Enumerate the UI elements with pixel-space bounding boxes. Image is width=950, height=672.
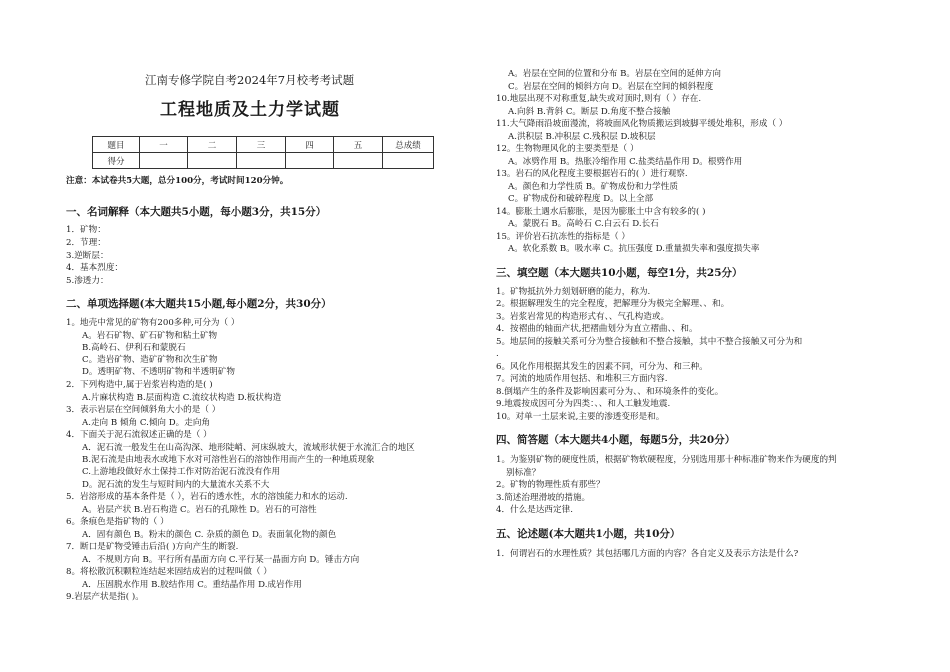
question-line: 4．什么是达西定律. — [496, 505, 573, 515]
question-line: C。岩层在空间的倾斜方向 D。岩层在空间的倾斜程度 — [508, 82, 714, 92]
question-line: 10.地层出现不对称重复,缺失或对顶时,则有（ ）存在. — [496, 94, 702, 104]
question-line: . — [496, 349, 499, 359]
question-line: 6。风化作用根据其发生的因素不同，可分为、和三种。 — [496, 362, 708, 372]
section-heading: 一、名词解释（本大题共5小题，每小题3分，共15分） — [66, 206, 327, 218]
section-heading: 二、单项选择题(本大题共15小题,每小题2分，共30分） — [66, 298, 332, 310]
question-line: 7．断口是矿物受锤击后沿( )方向产生的断裂. — [66, 542, 239, 552]
question-line: 9.岩层产状是指( )。 — [66, 592, 144, 602]
question-line: 3。岩浆岩常见的构造形式有、、气孔构造或。 — [496, 312, 670, 322]
score-table-header-row — [93, 137, 434, 153]
score-cell: 五 — [334, 137, 383, 153]
question-line: 7。河流的地质作用包括、和堆积三方面内容. — [496, 374, 668, 384]
question-line: A。颜色和力学性质 B。矿物成份和力学性质 — [508, 182, 678, 192]
question-line: 8。将松散沉积颗粒连结起来固结成岩的过程叫做（ ） — [66, 567, 272, 577]
question-line: A．固有颜色 B。粉末的颜色 C. 杂质的颜色 D。表面氧化物的颜色 — [82, 530, 337, 540]
exam-note: 注意：本试卷共5大题，总分100分，考试时间120分钟。 — [66, 176, 289, 186]
question-line: 6。条痕色是指矿物的（ ） — [66, 517, 169, 527]
section-heading: 五、论述题(本大题共1小题，共10分） — [496, 528, 681, 540]
question-line: 2。根据解理发生的完全程度，把解理分为极完全解理、、和。 — [496, 299, 730, 309]
section-heading: 四、简答题（本大题共4小题，每题5分，共20分） — [496, 434, 736, 446]
question-line: 3.简述治理滑坡的措施。 — [496, 493, 591, 503]
score-input-cell — [334, 153, 383, 169]
question-line: A．压固脱水作用 B.胶结作用 C。重结晶作用 D.成岩作用 — [82, 580, 302, 590]
score-input-cell — [140, 153, 188, 169]
question-line: 1。地壳中常见的矿物有200多种,可分为（ ） — [66, 318, 240, 328]
question-line: 10。对单一土层来说,主要的渗透变形是和。 — [496, 412, 665, 422]
question-line: C。矿物成份和破碎程度 D。以上全部 — [508, 194, 654, 204]
score-cell: 三 — [237, 137, 286, 153]
question-line: 5。地层间的接触关系可分为整合接触和不整合接触，其中不整合接触又可分为和 — [496, 337, 803, 347]
question-line: A.片麻状构造 B.层面构造 C.流纹状构造 D.板状构造 — [82, 393, 282, 403]
question-line: A．泥石流一般发生在山高沟深、地形陡峭、河床纵坡大，流域形状便于水流汇合的地区 — [82, 443, 415, 453]
score-input-cell — [237, 153, 286, 169]
question-line: 14。膨胀土遇水后膨胀，是因为膨胀土中含有较多的( ) — [496, 207, 706, 217]
question-line: 别标准？ — [506, 468, 541, 478]
score-input-cell — [286, 153, 334, 169]
question-line: A．不规则方向 B。平行所有晶面方向 C.平行某一晶面方向 D。锤击方向 — [82, 555, 360, 565]
score-input-cell — [188, 153, 237, 169]
school-line: 江南专修学院自考2024年7月校考考试题 — [145, 73, 355, 87]
question-line: A。冰劈作用 B。热胀冷缩作用 C.盐类结晶作用 D。根劈作用 — [508, 157, 743, 167]
question-line: 11.大气降雨沿坡面漫流，将坡面风化物质搬运到坡脚平缓处堆积，形成（ ） — [496, 119, 788, 129]
question-line: 2。矿物的物理性质有那些？ — [496, 480, 605, 490]
score-cell: 二 — [188, 137, 237, 153]
question-line: C.上游地段做好水土保持工作对防治泥石流没有作用 — [82, 467, 281, 477]
question-line: A。岩层在空间的位置和分布 B。岩层在空间的延伸方向 — [508, 69, 721, 79]
question-line: A。软化系数 B。吸水率 C。抗压强度 D.重量损失率和强度损失率 — [508, 244, 760, 254]
question-line: 8.倒塌产生的条件及影响因素可分为、、和环境条件的变化。 — [496, 387, 724, 397]
question-line: B.泥石流是由地表水或地下水对可溶性岩石的溶蚀作用而产生的一种地质现象 — [82, 455, 375, 465]
question-line: C。造岩矿物、造矿矿物和次生矿物 — [82, 355, 218, 365]
score-cell: 四 — [286, 137, 334, 153]
question-line: 15。评价岩石抗冻性的指标是（ ） — [496, 232, 630, 242]
question-line: B.高岭石、伊利石和蒙脱石 — [82, 343, 186, 353]
question-line: 3.逆断层： — [66, 251, 109, 261]
question-line: 4．按褶曲的轴面产状,把褶曲划分为直立褶曲、、和。 — [496, 324, 698, 334]
question-line: A。岩层产状 B.岩石构造 C。岩石的孔隙性 D。岩石的可溶性 — [82, 505, 317, 515]
exam-title: 工程地质及土力学试题 — [160, 100, 340, 120]
section-heading: 三、填空题（本大题共10小题，每空1分，共25分） — [496, 267, 743, 279]
score-table-score-row — [93, 153, 434, 169]
question-line: 2．节理： — [66, 238, 106, 248]
question-line: 5．岩溶形成的基本条件是（ ），岩石的透水性，水的溶蚀能力和水的运动. — [66, 492, 348, 502]
question-line: 4．下面关于泥石流叙述正确的是（ ） — [66, 430, 212, 440]
question-line: 4．基本烈度： — [66, 263, 124, 273]
question-line: 9.地震按成因可分为四类：、、和人工触发地震. — [496, 399, 671, 409]
question-line: 1。矿物抵抗外力刻划研磨的能力，称为. — [496, 287, 651, 297]
question-line: 5.渗透力： — [66, 276, 109, 286]
question-line: 13。岩石的风化程度主要根据岩石的( ）进行观察. — [496, 169, 688, 179]
question-line: 1。为鉴别矿物的硬度性质，根据矿物软硬程度，分别选用那十种标准矿物来作为硬度的判 — [496, 455, 837, 465]
question-line: D。透明矿物、不透明矿物和半透明矿物 — [82, 367, 235, 377]
question-line: A.洪积层 B.冲积层 C.残积层 D.坡积层 — [508, 132, 656, 142]
question-line: A。岩石矿物、矿石矿物和粘土矿物 — [82, 331, 218, 341]
score-cell: 总成绩 — [383, 137, 434, 153]
score-table — [92, 136, 434, 169]
question-line: D。泥石流的发生与短时间内的大量流水关系不大 — [82, 480, 270, 490]
score-cell: 题目 — [93, 137, 140, 153]
question-line: 3．表示岩层在空间倾斜角大小的是（ ） — [66, 405, 221, 415]
question-line: 1．矿物： — [66, 225, 106, 235]
question-line: 2．下列构造中,属于岩浆岩构造的是( ) — [66, 380, 213, 390]
score-input-cell — [383, 153, 434, 169]
score-cell: 一 — [140, 137, 188, 153]
question-line: A。蒙脱石 B。高岭石 C.白云石 D.长石 — [508, 219, 659, 229]
score-cell: 得分 — [93, 153, 140, 169]
question-line: 12。生物物理风化的主要类型是（ ） — [496, 144, 639, 154]
question-line: A.走向 B 倾角 C.倾向 D。走向角 — [82, 418, 211, 428]
question-line: 1．何谓岩石的水理性质？其包括哪几方面的内容？各自定义及表示方法是什么? — [496, 549, 799, 559]
question-line: A.向斜 B.背斜 C。断层 D.角度不整合接触 — [508, 107, 671, 117]
